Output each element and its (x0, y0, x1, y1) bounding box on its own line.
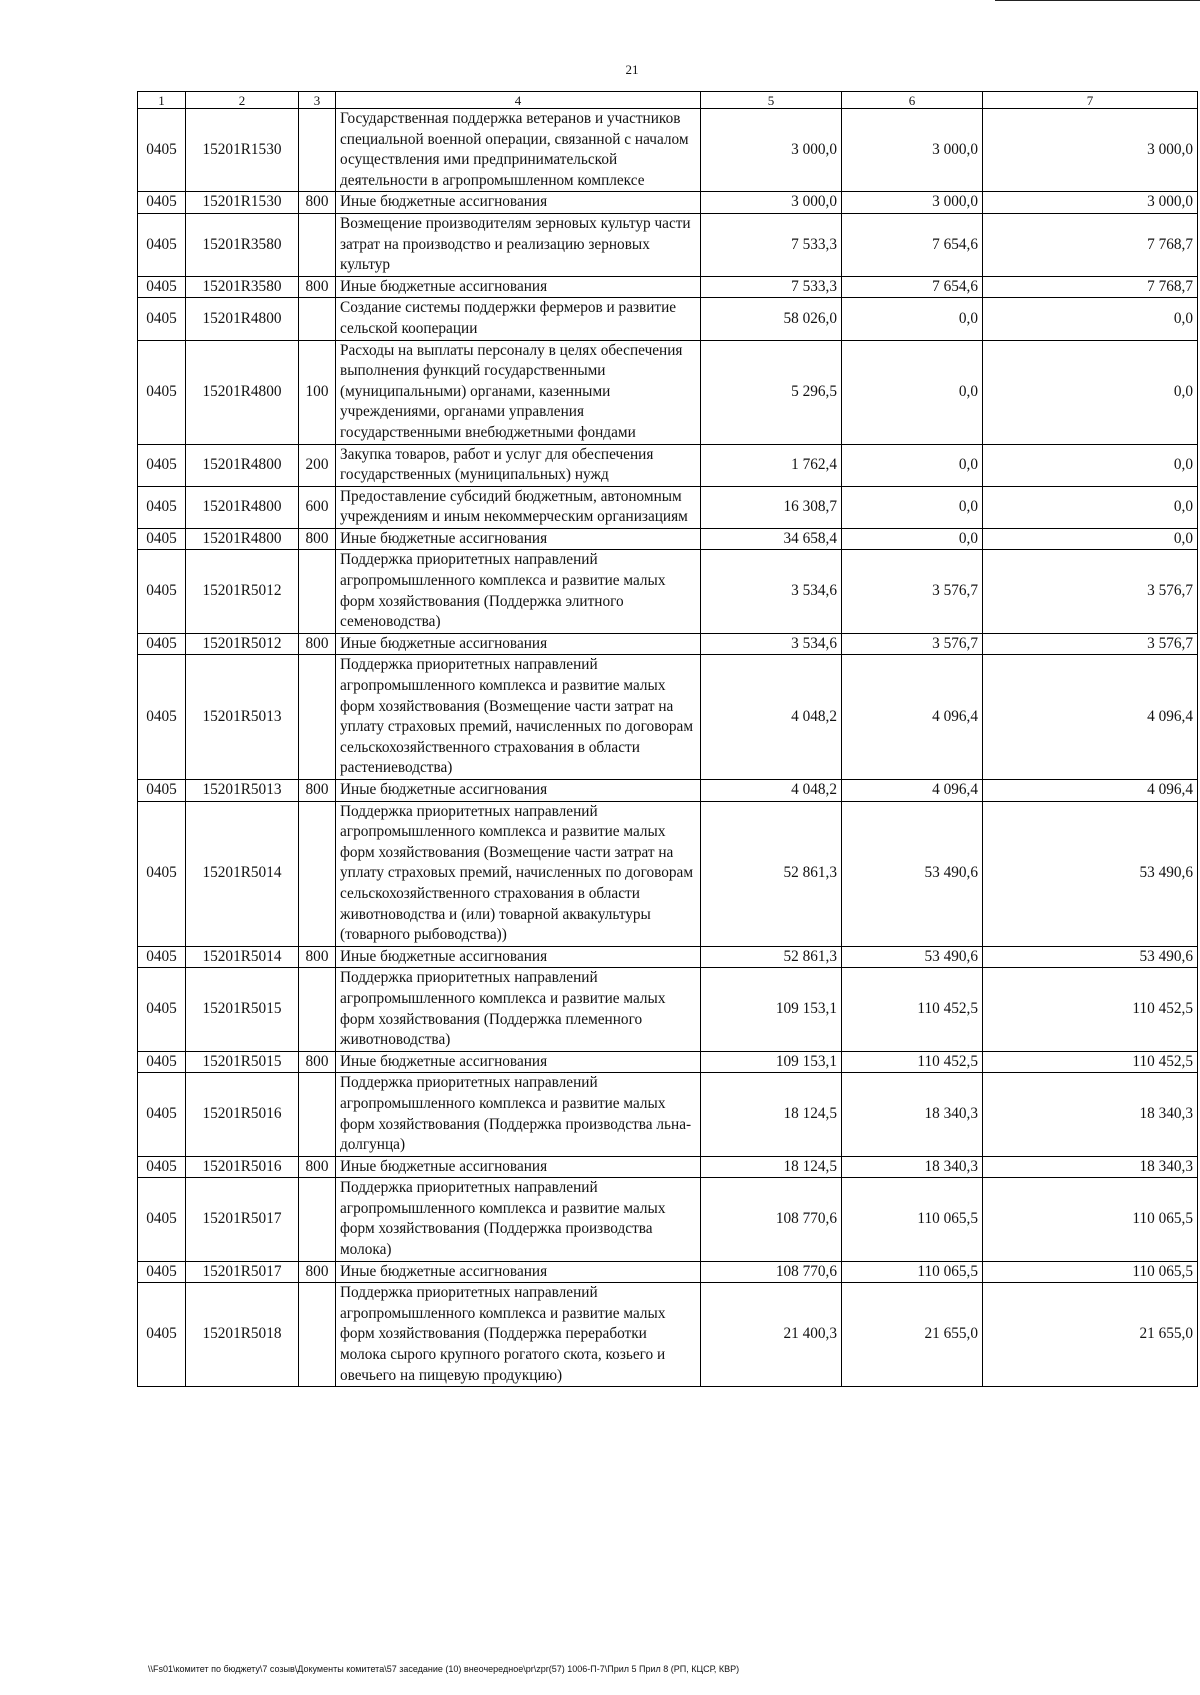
table-row (138, 780, 1198, 802)
target-article-cell: 15201R1530 (186, 192, 299, 214)
amount-col6-cell: 53 490,6 (842, 801, 983, 946)
table-row (138, 192, 1198, 214)
target-article-cell: 15201R4800 (186, 486, 299, 528)
target-article-cell: 15201R5016 (186, 1073, 299, 1156)
amount-col6-cell: 18 340,3 (842, 1156, 983, 1178)
item-name-cell: Государственная поддержка ветеранов и участников специальной военной операции, связанной с началом осуществления ими предпринимательской деятельности в агропромышленном комплексе (336, 109, 701, 192)
table-row (138, 655, 1198, 780)
amount-col5-cell: 21 400,3 (701, 1283, 842, 1387)
target-article-cell: 15201R5017 (186, 1261, 299, 1283)
table-row (138, 528, 1198, 550)
amount-col5-cell: 52 861,3 (701, 801, 842, 946)
item-name-cell: Предоставление субсидий бюджетным, автономным учреждениям и иным некоммерческим организациям (336, 486, 701, 528)
column-header: 2 (186, 92, 299, 109)
amount-col7-cell: 4 096,4 (983, 655, 1198, 780)
item-name-cell: Иные бюджетные ассигнования (336, 192, 701, 214)
expense-type-cell: 800 (299, 633, 336, 655)
section-code-cell: 0405 (138, 1178, 186, 1261)
section-code-cell: 0405 (138, 655, 186, 780)
item-name-cell: Создание системы поддержки фермеров и развитие сельской кооперации (336, 298, 701, 340)
target-article-cell: 15201R5018 (186, 1283, 299, 1387)
column-header: 1 (138, 92, 186, 109)
section-code-cell: 0405 (138, 780, 186, 802)
column-number-row (138, 92, 1198, 109)
amount-col5-cell: 5 296,5 (701, 340, 842, 444)
target-article-cell: 15201R5012 (186, 633, 299, 655)
amount-col7-cell: 0,0 (983, 528, 1198, 550)
amount-col5-cell: 109 153,1 (701, 1051, 842, 1073)
amount-col5-cell: 34 658,4 (701, 528, 842, 550)
target-article-cell: 15201R4800 (186, 528, 299, 550)
target-article-cell: 15201R5015 (186, 1051, 299, 1073)
amount-col6-cell: 7 654,6 (842, 276, 983, 298)
item-name-cell: Иные бюджетные ассигнования (336, 1051, 701, 1073)
amount-col5-cell: 7 533,3 (701, 213, 842, 276)
amount-col5-cell: 4 048,2 (701, 655, 842, 780)
column-header: 3 (299, 92, 336, 109)
column-header: 4 (336, 92, 701, 109)
amount-col6-cell: 0,0 (842, 486, 983, 528)
amount-col5-cell: 108 770,6 (701, 1178, 842, 1261)
item-name-cell: Иные бюджетные ассигнования (336, 946, 701, 968)
target-article-cell: 15201R5014 (186, 946, 299, 968)
expense-type-cell (299, 298, 336, 340)
expense-type-cell: 800 (299, 192, 336, 214)
item-name-cell: Поддержка приоритетных направлений агропромышленного комплекса и развитие малых форм хозяйствования (Поддержка производства льна-долгунца) (336, 1073, 701, 1156)
column-header: 6 (842, 92, 983, 109)
amount-col6-cell: 21 655,0 (842, 1283, 983, 1387)
expense-type-cell (299, 1178, 336, 1261)
table-row (138, 1156, 1198, 1178)
item-name-cell: Поддержка приоритетных направлений агропромышленного комплекса и развитие малых форм хозяйствования (Возмещение части затрат на уплату страховых премий, начисленных по договорам сельскохозяйственного страхования в области растениеводства) (336, 655, 701, 780)
amount-col6-cell: 4 096,4 (842, 655, 983, 780)
expense-type-cell (299, 109, 336, 192)
expense-type-cell: 600 (299, 486, 336, 528)
item-name-cell: Поддержка приоритетных направлений агропромышленного комплекса и развитие малых форм хозяйствования (Поддержка элитного семеноводства) (336, 550, 701, 633)
table-row (138, 276, 1198, 298)
table-body (138, 109, 1198, 1387)
table-row (138, 1261, 1198, 1283)
amount-col7-cell: 53 490,6 (983, 801, 1198, 946)
target-article-cell: 15201R1530 (186, 109, 299, 192)
target-article-cell: 15201R3580 (186, 213, 299, 276)
amount-col5-cell: 58 026,0 (701, 298, 842, 340)
amount-col7-cell: 3 000,0 (983, 192, 1198, 214)
table-row (138, 633, 1198, 655)
amount-col7-cell: 7 768,7 (983, 213, 1198, 276)
section-code-cell: 0405 (138, 801, 186, 946)
item-name-cell: Иные бюджетные ассигнования (336, 276, 701, 298)
amount-col5-cell: 18 124,5 (701, 1156, 842, 1178)
amount-col6-cell: 18 340,3 (842, 1073, 983, 1156)
amount-col5-cell: 3 000,0 (701, 109, 842, 192)
table-row (138, 486, 1198, 528)
item-name-cell: Расходы на выплаты персоналу в целях обеспечения выполнения функций государственными (муниципальными) органами, казенными учреждениями, органами управления государственными внебюджетными фондами (336, 340, 701, 444)
target-article-cell: 15201R5013 (186, 655, 299, 780)
target-article-cell: 15201R5013 (186, 780, 299, 802)
amount-col7-cell: 53 490,6 (983, 946, 1198, 968)
section-code-cell: 0405 (138, 109, 186, 192)
amount-col6-cell: 3 576,7 (842, 550, 983, 633)
table-row (138, 801, 1198, 946)
section-code-cell: 0405 (138, 528, 186, 550)
amount-col6-cell: 0,0 (842, 444, 983, 486)
section-code-cell: 0405 (138, 1051, 186, 1073)
amount-col7-cell: 3 000,0 (983, 109, 1198, 192)
expense-type-cell (299, 550, 336, 633)
item-name-cell: Поддержка приоритетных направлений агропромышленного комплекса и развитие малых форм хозяйствования (Возмещение части затрат на уплату страховых премий, начисленных по договорам сельскохозяйственного страхования в области животноводства и (или) товарной аквакультуры (товарного рыбоводства)) (336, 801, 701, 946)
section-code-cell: 0405 (138, 968, 186, 1051)
expense-type-cell (299, 801, 336, 946)
amount-col6-cell: 0,0 (842, 298, 983, 340)
column-header: 7 (983, 92, 1198, 109)
section-code-cell: 0405 (138, 946, 186, 968)
amount-col5-cell: 3 534,6 (701, 633, 842, 655)
amount-col6-cell: 0,0 (842, 528, 983, 550)
expense-type-cell (299, 1073, 336, 1156)
amount-col6-cell: 53 490,6 (842, 946, 983, 968)
table-row (138, 109, 1198, 192)
table-row (138, 968, 1198, 1051)
expense-type-cell (299, 1283, 336, 1387)
table-row (138, 1051, 1198, 1073)
section-code-cell: 0405 (138, 444, 186, 486)
section-code-cell: 0405 (138, 550, 186, 633)
target-article-cell: 15201R5012 (186, 550, 299, 633)
amount-col5-cell: 1 762,4 (701, 444, 842, 486)
target-article-cell: 15201R4800 (186, 298, 299, 340)
amount-col7-cell: 21 655,0 (983, 1283, 1198, 1387)
amount-col7-cell: 18 340,3 (983, 1073, 1198, 1156)
target-article-cell: 15201R5017 (186, 1178, 299, 1261)
target-article-cell: 15201R5014 (186, 801, 299, 946)
section-code-cell: 0405 (138, 1283, 186, 1387)
expense-type-cell: 800 (299, 946, 336, 968)
amount-col7-cell: 18 340,3 (983, 1156, 1198, 1178)
item-name-cell: Иные бюджетные ассигнования (336, 528, 701, 550)
amount-col5-cell: 108 770,6 (701, 1261, 842, 1283)
section-code-cell: 0405 (138, 298, 186, 340)
target-article-cell: 15201R3580 (186, 276, 299, 298)
amount-col6-cell: 3 000,0 (842, 109, 983, 192)
table-row (138, 1073, 1198, 1156)
budget-table (137, 91, 1198, 1387)
amount-col6-cell: 110 065,5 (842, 1261, 983, 1283)
expense-type-cell: 100 (299, 340, 336, 444)
table-row (138, 444, 1198, 486)
table-row (138, 946, 1198, 968)
target-article-cell: 15201R5016 (186, 1156, 299, 1178)
top-edge-line (995, 0, 1200, 1)
amount-col7-cell: 0,0 (983, 298, 1198, 340)
budget-table-container (137, 91, 1198, 1387)
section-code-cell: 0405 (138, 340, 186, 444)
table-row (138, 298, 1198, 340)
amount-col5-cell: 3 534,6 (701, 550, 842, 633)
item-name-cell: Иные бюджетные ассигнования (336, 780, 701, 802)
section-code-cell: 0405 (138, 1261, 186, 1283)
amount-col7-cell: 0,0 (983, 486, 1198, 528)
page-number: 21 (625, 62, 639, 77)
amount-col7-cell: 110 452,5 (983, 1051, 1198, 1073)
amount-col6-cell: 3 000,0 (842, 192, 983, 214)
amount-col5-cell: 18 124,5 (701, 1073, 842, 1156)
expense-type-cell: 800 (299, 1051, 336, 1073)
table-row (138, 213, 1198, 276)
target-article-cell: 15201R4800 (186, 340, 299, 444)
table-row (138, 340, 1198, 444)
amount-col7-cell: 4 096,4 (983, 780, 1198, 802)
table-row (138, 550, 1198, 633)
amount-col6-cell: 3 576,7 (842, 633, 983, 655)
amount-col6-cell: 7 654,6 (842, 213, 983, 276)
amount-col5-cell: 3 000,0 (701, 192, 842, 214)
amount-col7-cell: 0,0 (983, 340, 1198, 444)
expense-type-cell (299, 968, 336, 1051)
amount-col7-cell: 110 452,5 (983, 968, 1198, 1051)
item-name-cell: Иные бюджетные ассигнования (336, 1261, 701, 1283)
section-code-cell: 0405 (138, 486, 186, 528)
amount-col6-cell: 110 065,5 (842, 1178, 983, 1261)
amount-col7-cell: 7 768,7 (983, 276, 1198, 298)
table-row (138, 1178, 1198, 1261)
expense-type-cell: 800 (299, 1156, 336, 1178)
amount-col6-cell: 110 452,5 (842, 968, 983, 1051)
table-row (138, 1283, 1198, 1387)
section-code-cell: 0405 (138, 1073, 186, 1156)
amount-col6-cell: 110 452,5 (842, 1051, 983, 1073)
amount-col7-cell: 0,0 (983, 444, 1198, 486)
amount-col5-cell: 52 861,3 (701, 946, 842, 968)
expense-type-cell: 800 (299, 1261, 336, 1283)
section-code-cell: 0405 (138, 213, 186, 276)
section-code-cell: 0405 (138, 192, 186, 214)
amount-col5-cell: 16 308,7 (701, 486, 842, 528)
target-article-cell: 15201R5015 (186, 968, 299, 1051)
section-code-cell: 0405 (138, 633, 186, 655)
item-name-cell: Возмещение производителям зерновых культур части затрат на производство и реализацию зерновых культур (336, 213, 701, 276)
item-name-cell: Поддержка приоритетных направлений агропромышленного комплекса и развитие малых форм хозяйствования (Поддержка переработки молока сырого крупного рогатого скота, козьего и овечьего на пищевую продукцию) (336, 1283, 701, 1387)
item-name-cell: Закупка товаров, работ и услуг для обеспечения государственных (муниципальных) нужд (336, 444, 701, 486)
amount-col7-cell: 110 065,5 (983, 1261, 1198, 1283)
item-name-cell: Поддержка приоритетных направлений агропромышленного комплекса и развитие малых форм хозяйствования (Поддержка производства молока) (336, 1178, 701, 1261)
amount-col5-cell: 109 153,1 (701, 968, 842, 1051)
section-code-cell: 0405 (138, 276, 186, 298)
expense-type-cell: 800 (299, 528, 336, 550)
expense-type-cell: 200 (299, 444, 336, 486)
column-header: 5 (701, 92, 842, 109)
amount-col7-cell: 110 065,5 (983, 1178, 1198, 1261)
item-name-cell: Поддержка приоритетных направлений агропромышленного комплекса и развитие малых форм хозяйствования (Поддержка племенного животноводства) (336, 968, 701, 1051)
amount-col5-cell: 4 048,2 (701, 780, 842, 802)
amount-col6-cell: 0,0 (842, 340, 983, 444)
target-article-cell: 15201R4800 (186, 444, 299, 486)
amount-col6-cell: 4 096,4 (842, 780, 983, 802)
expense-type-cell: 800 (299, 780, 336, 802)
expense-type-cell: 800 (299, 276, 336, 298)
expense-type-cell (299, 213, 336, 276)
amount-col7-cell: 3 576,7 (983, 633, 1198, 655)
footer-file-path: \\Fs01\комитет по бюджету\7 созыв\Документы комитета\57 заседание (10) внеочередное\pr\zpr(57) 1006-П-7\Прил 5 Прил 8 (РП, КЦСР, КВР) (148, 1664, 740, 1674)
expense-type-cell (299, 655, 336, 780)
item-name-cell: Иные бюджетные ассигнования (336, 633, 701, 655)
item-name-cell: Иные бюджетные ассигнования (336, 1156, 701, 1178)
amount-col5-cell: 7 533,3 (701, 276, 842, 298)
amount-col7-cell: 3 576,7 (983, 550, 1198, 633)
section-code-cell: 0405 (138, 1156, 186, 1178)
